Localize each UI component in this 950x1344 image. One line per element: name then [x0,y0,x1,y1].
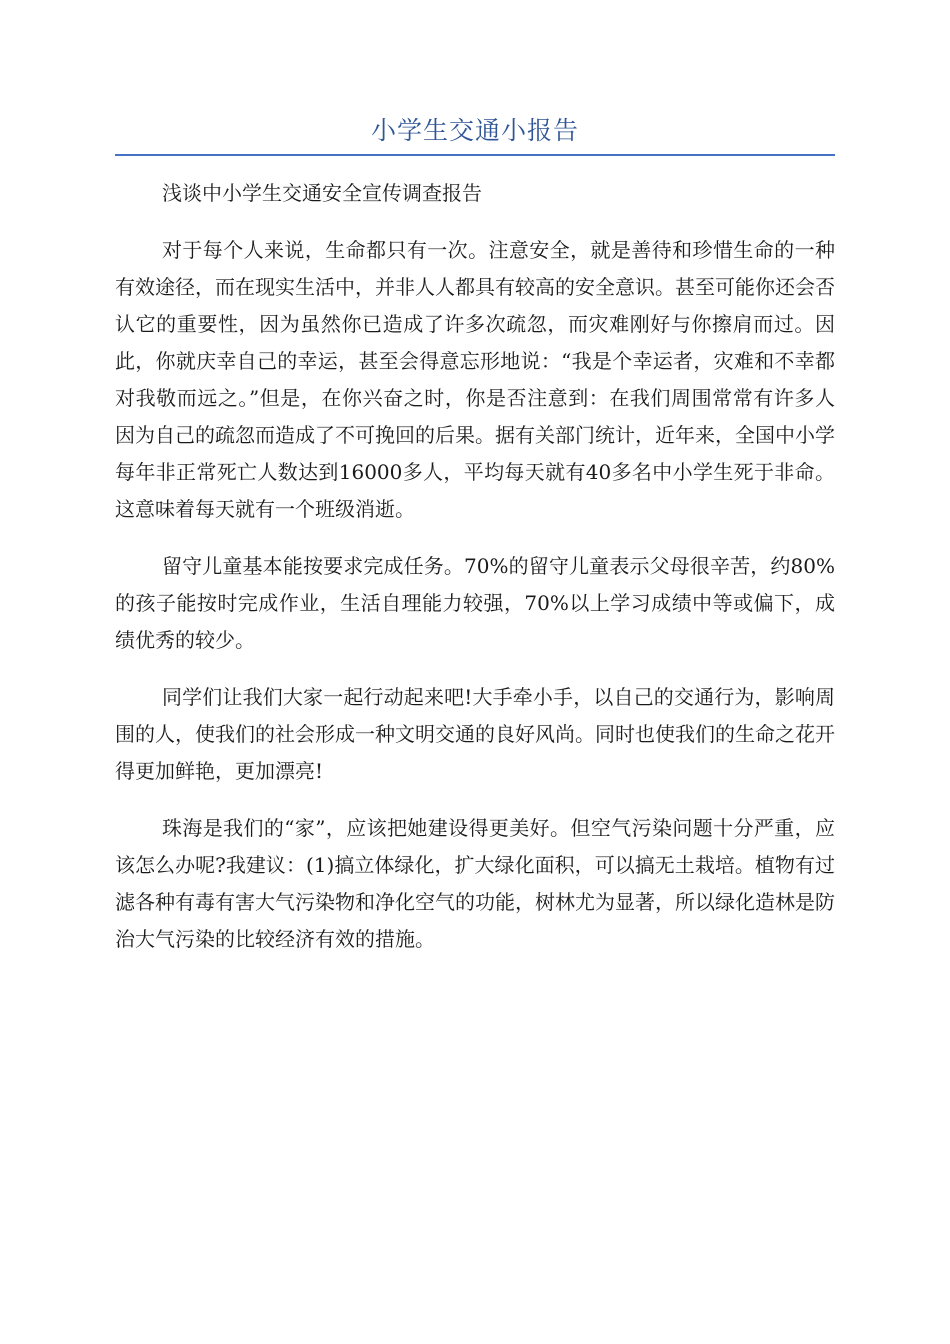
title-underline [115,154,835,156]
paragraph-call-to-action: 同学们让我们大家一起行动起来吧!大手牵小手，以自己的交通行为，影响周围的人，使我们的社会形成一种文明交通的良好风尚。同时也使我们的生命之花开得更加鲜艳，更加漂亮! [115,685,835,783]
paragraph-safety-intro: 对于每个人来说，生命都只有一次。注意安全，就是善待和珍惜生命的一种有效途径，而在现实生活中，并非人人都具有较高的安全意识。甚至可能你还会否认它的重要性，因为虽然你已造成了许多次疏忽，而灾难刚好与你擦肩而过。因此，你就庆幸自己的幸运，甚至会得意忘形地说：“我是个幸运者，灾难和不幸都对我敬而远之。”但是，在你兴奋之时，你是否注意到：在我们周围常常有许多人因为自己的疏忽而造成了不可挽回的后果。据有关部门统计，近年来，全国中小学每年非正常死亡人数达到16000多人，平均每天就有40多名中小学生死于非命。这意味着每天就有一个班级消逝。 [115,238,835,521]
paragraph-left-behind-children: 留守儿童基本能按要求完成任务。70%的留守儿童表示父母很辛苦，约80%的孩子能按时完成作业，生活自理能力较强，70%以上学习成绩中等或偏下，成绩优秀的较少。 [115,554,835,652]
document-subtitle: 浅谈中小学生交通安全宣传调查报告 [162,181,482,205]
document-body [115,175,835,958]
document-title: 小学生交通小报告 [370,116,579,145]
paragraph-air-pollution: 珠海是我们的“家”，应该把她建设得更美好。但空气污染问题十分严重，应该怎么办呢?我建议：(1)搞立体绿化，扩大绿化面积，可以搞无土栽培。植物有过滤各种有毒有害大气污染物和净化空气的功能，树林尤为显著，所以绿化造林是防治大气污染的比较经济有效的措施。 [115,816,835,951]
